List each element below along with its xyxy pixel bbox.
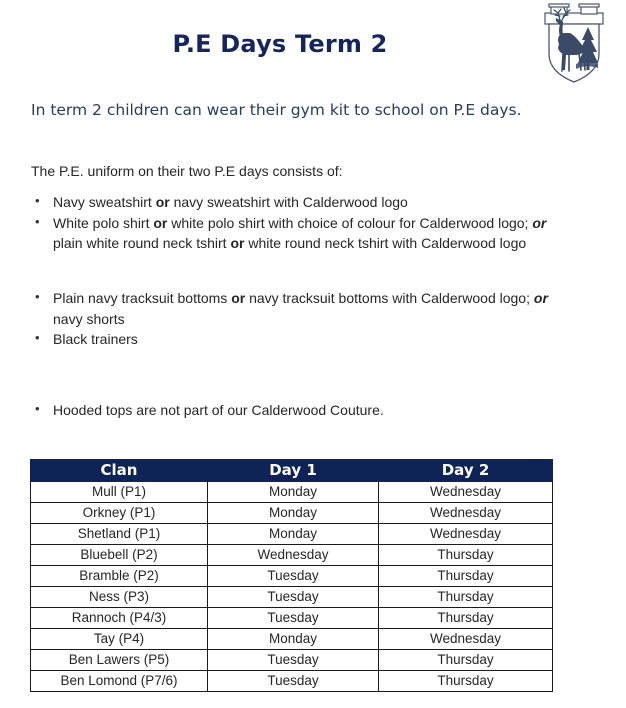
list-item: • Hooded tops are not part of our Calderwood Couture. <box>33 400 553 421</box>
cell-day-2: Thursday <box>379 650 553 671</box>
cell-day-1: Monday <box>208 503 379 524</box>
cell-clan: Shetland (P1) <box>31 524 208 545</box>
cell-clan: Bramble (P2) <box>31 566 208 587</box>
table-row <box>31 524 553 545</box>
cell-day-2: Thursday <box>379 587 553 608</box>
cell-day-1: Wednesday <box>208 545 379 566</box>
cell-day-1: Tuesday <box>208 608 379 629</box>
table-row <box>31 587 553 608</box>
column-header-clan: Clan <box>31 460 208 482</box>
cell-clan: Ben Lomond (P7/6) <box>31 671 208 692</box>
cell-clan: Tay (P4) <box>31 629 208 650</box>
table-row <box>31 503 553 524</box>
cell-day-1: Monday <box>208 524 379 545</box>
cell-clan: Ben Lawers (P5) <box>31 650 208 671</box>
uniform-bullet-list-bottoms <box>33 288 553 350</box>
table-row <box>31 650 553 671</box>
cell-clan: Rannoch (P4/3) <box>31 608 208 629</box>
uniform-bullet-list-notes <box>33 400 553 421</box>
table-body <box>31 482 553 692</box>
table-row <box>31 482 553 503</box>
list-item: • Plain navy tracksuit bottoms or navy tracksuit bottoms with Calderwood logo; or navy shorts <box>33 288 553 329</box>
column-header-day-1: Day 1 <box>208 460 379 482</box>
table-row <box>31 545 553 566</box>
table-header-row <box>31 460 553 482</box>
cell-day-2: Wednesday <box>379 629 553 650</box>
cell-day-2: Wednesday <box>379 503 553 524</box>
list-item: • Black trainers <box>33 329 553 350</box>
cell-day-2: Thursday <box>379 671 553 692</box>
table-row <box>31 671 553 692</box>
column-header-day-2: Day 2 <box>379 460 553 482</box>
cell-day-1: Monday <box>208 482 379 503</box>
cell-day-1: Tuesday <box>208 671 379 692</box>
pe-days-table <box>30 459 553 692</box>
table-row <box>31 566 553 587</box>
table-row <box>31 629 553 650</box>
cell-clan: Ness (P3) <box>31 587 208 608</box>
cell-clan: Bluebell (P2) <box>31 545 208 566</box>
list-item: • White polo shirt or white polo shirt with choice of colour for Calderwood logo; or plain white round neck tshirt or white round neck tshirt with Calderwood logo <box>33 213 553 254</box>
cell-day-2: Thursday <box>379 545 553 566</box>
cell-day-2: Wednesday <box>379 524 553 545</box>
cell-day-2: Wednesday <box>379 482 553 503</box>
uniform-bullet-list-tops <box>33 192 553 254</box>
uniform-leadin-text: The P.E. uniform on their two P.E days consists of: <box>31 163 343 179</box>
cell-clan: Orkney (P1) <box>31 503 208 524</box>
cell-day-2: Thursday <box>379 608 553 629</box>
cell-day-2: Thursday <box>379 566 553 587</box>
cell-day-1: Tuesday <box>208 650 379 671</box>
cell-day-1: Monday <box>208 629 379 650</box>
cell-day-1: Tuesday <box>208 587 379 608</box>
page-title: P.E Days Term 2 <box>172 30 388 58</box>
intro-paragraph: In term 2 children can wear their gym kit to school on P.E days. <box>31 101 522 119</box>
list-item: • Navy sweatshirt or navy sweatshirt with Calderwood logo <box>33 192 553 213</box>
cell-clan: Mull (P1) <box>31 482 208 503</box>
cell-day-1: Tuesday <box>208 566 379 587</box>
table-row <box>31 608 553 629</box>
